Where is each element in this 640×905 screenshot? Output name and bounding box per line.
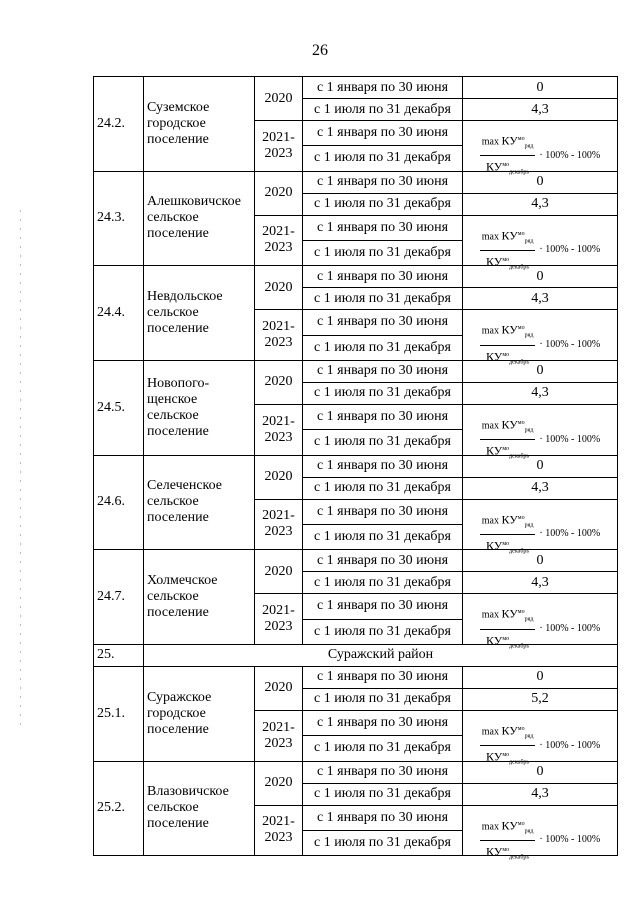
formula-cell — [463, 499, 618, 555]
value-cell: 4,3 — [463, 288, 618, 310]
formula: $\frac{\max КУ^{мо}_{ряд}}{КУ^{мо}_{декабрь}}$ · 100% - 100% — [466, 415, 614, 465]
period-cell: с 1 января по 30 июня — [303, 171, 463, 193]
formula-fraction: $\frac{\max КУ^{мо}_{ряд}}{КУ^{мо}_{декабрь}}$ — [480, 816, 536, 866]
value-cell: 4,3 — [463, 382, 618, 404]
tariff-table — [93, 76, 618, 861]
row-number: 24.5. — [94, 360, 144, 455]
formula-cell — [463, 310, 618, 365]
value-cell: 0 — [463, 550, 618, 572]
year-cell: 2021-2023 — [255, 121, 303, 172]
settlement-name: Селеченское сельское поселение — [144, 455, 255, 550]
period-cell: с 1 июля по 31 декабря — [303, 477, 463, 499]
period-cell: с 1 июля по 31 декабря — [303, 619, 463, 644]
period-cell: с 1 июля по 31 декабря — [303, 99, 463, 121]
formula-cell — [463, 404, 618, 460]
period-cell: с 1 января по 30 июня — [303, 266, 463, 288]
row-number: 24.7. — [94, 550, 144, 645]
formula-cell — [463, 121, 618, 176]
year-cell: 2021-2023 — [255, 710, 303, 761]
year-cell: 2020 — [255, 666, 303, 710]
value-cell: 5,2 — [463, 688, 618, 710]
formula: $\frac{\max КУ^{мо}_{ряд}}{КУ^{мо}_{декабрь}}$ · 100% - 100% — [466, 226, 614, 276]
year-cell: 2020 — [255, 761, 303, 805]
year-cell: 2020 — [255, 171, 303, 215]
period-cell: с 1 января по 30 июня — [303, 550, 463, 572]
period-cell: с 1 января по 30 июня — [303, 121, 463, 146]
period-cell: с 1 января по 30 июня — [303, 499, 463, 524]
row-number: 25.2. — [94, 761, 144, 856]
year-cell: 2020 — [255, 360, 303, 404]
value-cell: 0 — [463, 455, 618, 477]
row-number: 25.1. — [94, 666, 144, 761]
period-cell: с 1 января по 30 июня — [303, 310, 463, 335]
period-cell: с 1 января по 30 июня — [303, 215, 463, 240]
formula-cell — [463, 215, 618, 271]
period-cell: с 1 июля по 31 декабря — [303, 572, 463, 594]
settlement-name: Невдольское сельское поселение — [144, 266, 255, 361]
settlement-name: Суражское городское поселение — [144, 666, 255, 761]
period-cell: с 1 июля по 31 декабря — [303, 382, 463, 404]
settlement-name: Алешковичское сельское поселение — [144, 171, 255, 266]
row-number: 24.3. — [94, 171, 144, 266]
period-cell: с 1 июля по 31 декабря — [303, 146, 463, 171]
formula-cell — [463, 805, 618, 861]
formula: $\frac{\max КУ^{мо}_{ряд}}{КУ^{мо}_{декабрь}}$ · 100% - 100% — [466, 816, 614, 866]
period-cell: с 1 июля по 31 декабря — [303, 430, 463, 455]
year-cell: 2020 — [255, 550, 303, 594]
period-cell: с 1 июля по 31 декабря — [303, 688, 463, 710]
formula-cell — [463, 594, 618, 649]
year-cell: 2020 — [255, 266, 303, 310]
formula-cell — [463, 710, 618, 766]
row-number: 24.4. — [94, 266, 144, 361]
year-cell: 2021-2023 — [255, 310, 303, 361]
value-cell: 4,3 — [463, 477, 618, 499]
period-cell: с 1 июля по 31 декабря — [303, 335, 463, 360]
formula-fraction: $\frac{\max КУ^{мо}_{ряд}}{КУ^{мо}_{декабрь}}$ — [480, 604, 536, 654]
period-cell: с 1 января по 30 июня — [303, 710, 463, 735]
period-cell: с 1 января по 30 июня — [303, 805, 463, 830]
year-cell: 2021-2023 — [255, 805, 303, 856]
period-cell: с 1 января по 30 июня — [303, 77, 463, 99]
settlement-name: Холмечское сельское поселение — [144, 550, 255, 645]
table-row — [94, 77, 618, 99]
value-cell: 0 — [463, 761, 618, 783]
year-cell: 2021-2023 — [255, 594, 303, 645]
formula-fraction: $\frac{\max КУ^{мо}_{ряд}}{КУ^{мо}_{декабрь}}$ — [480, 226, 536, 276]
period-cell: с 1 июля по 31 декабря — [303, 193, 463, 215]
period-cell: с 1 июля по 31 декабря — [303, 240, 463, 265]
year-cell: 2021-2023 — [255, 215, 303, 266]
settlement-name: Влазовичское сельское поселение — [144, 761, 255, 856]
formula: $\frac{\max КУ^{мо}_{ряд}}{КУ^{мо}_{декабрь}}$ · 100% - 100% — [466, 510, 614, 560]
period-cell: с 1 января по 30 июня — [303, 455, 463, 477]
formula: $\frac{\max КУ^{мо}_{ряд}}{КУ^{мо}_{декабрь}}$ · 100% - 100% — [466, 721, 614, 771]
settlement-name: Суземское городское поселение — [144, 77, 255, 172]
period-cell: с 1 июля по 31 декабря — [303, 830, 463, 855]
period-cell: с 1 января по 30 июня — [303, 761, 463, 783]
value-cell: 0 — [463, 77, 618, 99]
formula: $\frac{\max КУ^{мо}_{ряд}}{КУ^{мо}_{декабрь}}$ · 100% - 100% — [466, 131, 614, 181]
value-cell: 0 — [463, 171, 618, 193]
settlement-name: Новопого-щенское сельское поселение — [144, 360, 255, 455]
period-cell: с 1 июля по 31 декабря — [303, 736, 463, 761]
value-cell: 0 — [463, 360, 618, 382]
table-row — [94, 666, 618, 688]
period-cell: с 1 января по 30 июня — [303, 360, 463, 382]
formula-fraction: $\frac{\max КУ^{мо}_{ряд}}{КУ^{мо}_{декабрь}}$ — [480, 721, 536, 771]
value-cell: 4,3 — [463, 783, 618, 805]
formula: $\frac{\max КУ^{мо}_{ряд}}{КУ^{мо}_{декабрь}}$ · 100% - 100% — [466, 320, 614, 370]
year-cell: 2021-2023 — [255, 404, 303, 455]
scan-margin-line — [20, 210, 21, 730]
period-cell: с 1 января по 30 июня — [303, 666, 463, 688]
formula-fraction: $\frac{\max КУ^{мо}_{ряд}}{КУ^{мо}_{декабрь}}$ — [480, 131, 536, 181]
formula-fraction: $\frac{\max КУ^{мо}_{ряд}}{КУ^{мо}_{декабрь}}$ — [480, 510, 536, 560]
period-cell: с 1 июля по 31 декабря — [303, 288, 463, 310]
page-number: 26 — [312, 42, 328, 59]
value-cell: 4,3 — [463, 99, 618, 121]
period-cell: с 1 января по 30 июня — [303, 404, 463, 429]
year-cell: 2020 — [255, 455, 303, 499]
district-number: 25. — [94, 644, 144, 666]
value-cell: 4,3 — [463, 572, 618, 594]
period-cell: с 1 июля по 31 декабря — [303, 524, 463, 549]
formula-fraction: $\frac{\max КУ^{мо}_{ряд}}{КУ^{мо}_{декабрь}}$ — [480, 415, 536, 465]
formula-fraction: $\frac{\max КУ^{мо}_{ряд}}{КУ^{мо}_{декабрь}}$ — [480, 320, 536, 370]
formula: $\frac{\max КУ^{мо}_{ряд}}{КУ^{мо}_{декабрь}}$ · 100% - 100% — [466, 604, 614, 654]
value-cell: 0 — [463, 666, 618, 688]
row-number: 24.6. — [94, 455, 144, 550]
value-cell: 4,3 — [463, 193, 618, 215]
period-cell: с 1 июля по 31 декабря — [303, 783, 463, 805]
row-number: 24.2. — [94, 77, 144, 172]
period-cell: с 1 января по 30 июня — [303, 594, 463, 619]
value-cell: 0 — [463, 266, 618, 288]
year-cell: 2020 — [255, 77, 303, 121]
district-name: Суражский район — [144, 644, 618, 666]
year-cell: 2021-2023 — [255, 499, 303, 550]
